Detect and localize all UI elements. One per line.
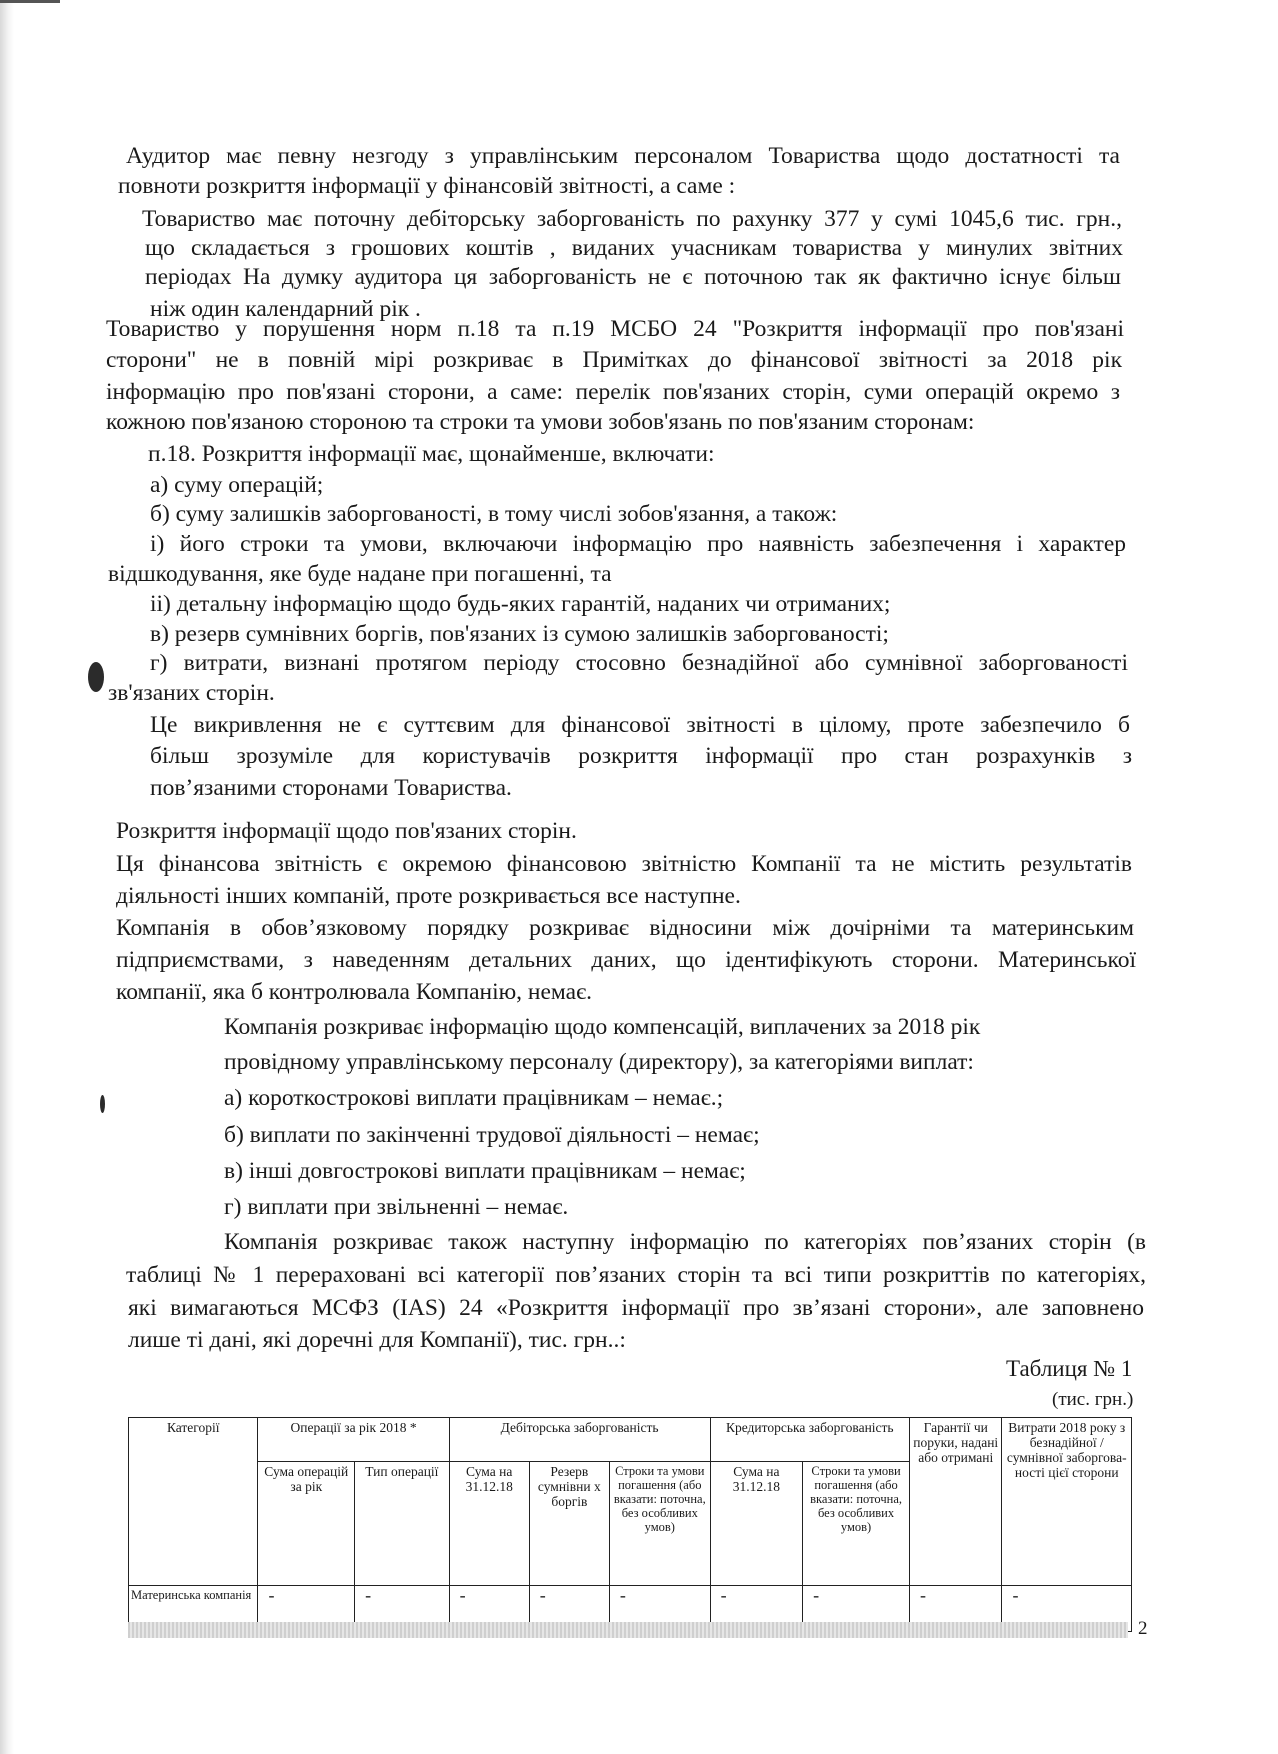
paragraph-line: повноти розкриття інформації у фінансовій звітності, а саме :	[118, 173, 736, 199]
subheader-rec-sum: Сума на 31.12.18	[449, 1462, 529, 1586]
paragraph-line: г) витрати, визнані протягом періоду стосовно безнадійної або сумнівної заборгованості	[150, 650, 1128, 676]
header-payables: Кредиторська заборгованість	[710, 1418, 909, 1462]
cell-value: -	[258, 1586, 355, 1632]
header-categories: Категорії	[129, 1418, 258, 1586]
paragraph-line: і) його строки та умови, включаючи інформацію про наявність забезпечення і характер	[150, 531, 1126, 557]
header-receivables: Дебіторська заборгованість	[449, 1418, 710, 1462]
header-expenses: Витрати 2018 року з безнадійної / сумнівної заборгова-ності цієї сторони	[1002, 1418, 1132, 1586]
paragraph-line: лише ті дані, які доречні для Компанії), тис. грн..:	[128, 1327, 626, 1353]
paragraph-line: сторони" не в повній мірі розкриває в Примітках до фінансової звітності за 2018 рік	[106, 347, 1122, 373]
paragraph-line: Товариство має поточну дебіторську заборгованість по рахунку 377 у сумі 1045,6 тис. грн.,	[142, 206, 1122, 232]
cell-value: -	[803, 1586, 910, 1632]
paragraph-line: інформацію про пов'язані сторони, а саме: перелік пов'язаних сторін, суми операцій окремо з	[106, 379, 1120, 405]
subheader-op-sum: Сума операцій за рік	[258, 1462, 355, 1586]
cell-value: -	[609, 1586, 710, 1632]
header-guarantees: Гарантії чи поруки, надані або отримані	[909, 1418, 1001, 1586]
paragraph-line: відшкодування, яке буде надане при погашенні, та	[108, 561, 612, 587]
cell-value: -	[1002, 1586, 1132, 1632]
page-number: 2	[1138, 1618, 1148, 1639]
scan-mark	[0, 0, 60, 17]
punch-hole-1	[88, 662, 104, 692]
paragraph-line: ніж один календарний рік .	[150, 296, 421, 322]
paragraph-line: які вимагаються МСФЗ (IAS) 24 «Розкриття інформації про зв’язані сторони», але заповнено	[128, 1295, 1144, 1321]
subheader-op-type: Тип операції	[355, 1462, 450, 1586]
scan-footer-bar	[128, 1622, 1128, 1638]
paragraph-line: Товариство у порушення норм п.18 та п.19 МСБО 24 "Розкриття інформації про пов'язані	[106, 316, 1124, 342]
paragraph-line: в) інші довгострокові виплати працівникам – немає;	[224, 1158, 746, 1184]
paragraph-line: діяльності інших компаній, проте розкривається все наступне.	[116, 883, 741, 909]
paragraph-line: провідному управлінському персоналу (директору), за категоріями виплат:	[224, 1049, 974, 1075]
related-parties-table	[128, 1417, 1132, 1632]
paragraph-line: компанії, яка б контролювала Компанію, немає.	[116, 979, 593, 1005]
row-label: Материнська компанія	[129, 1586, 258, 1632]
cell-value: -	[355, 1586, 450, 1632]
scan-edge	[0, 0, 14, 1754]
cell-value: -	[529, 1586, 609, 1632]
paragraph-line: Аудитор має певну незгоду з управлінським персоналом Товариства щодо достатності та	[126, 143, 1120, 169]
section-heading: Розкриття інформації щодо пов'язаних сторін.	[116, 818, 577, 844]
paragraph-line: б) суму залишків заборгованості, в тому числі зобов'язання, а також:	[150, 501, 838, 527]
paragraph-line: зв'язаних сторін.	[108, 680, 275, 706]
paragraph-line: п.18. Розкриття інформації має, щонайменше, включати:	[148, 441, 715, 467]
cell-value: -	[449, 1586, 529, 1632]
table-caption: Таблиця № 1	[1006, 1356, 1133, 1381]
paragraph-line: г) виплати при звільненні – немає.	[224, 1194, 569, 1220]
table-unit: (тис. грн.)	[1052, 1389, 1134, 1410]
paragraph-line: іі) детальну інформацію щодо будь-яких гарантій, наданих чи отриманих;	[150, 591, 891, 617]
cell-value: -	[909, 1586, 1001, 1632]
paragraph-line: Ця фінансова звітність є окремою фінансовою звітністю Компанії та не містить результатів	[116, 851, 1132, 877]
subheader-rec-reserve: Резерв сумнівни х боргів	[529, 1462, 609, 1586]
subheader-pay-terms: Строки та умови погашення (або вказати: поточна, без особливих умов)	[803, 1462, 910, 1586]
paragraph-line: Компанія розкриває інформацію щодо компенсацій, виплачених за 2018 рік	[224, 1014, 981, 1040]
paragraph-line: а) суму операцій;	[150, 472, 324, 498]
punch-hole-2	[100, 1095, 105, 1113]
paragraph-line: в) резерв сумнівних боргів, пов'язаних із сумою залишків заборгованості;	[150, 621, 889, 647]
subheader-rec-terms: Строки та умови погашення (або вказати: поточна, без особливих умов)	[609, 1462, 710, 1586]
paragraph-line: що складається з грошових коштів , виданих учасникам товариства у минулих звітних	[145, 235, 1123, 261]
paragraph-line: таблиці № 1 перераховані всі категорії пов’язаних сторін та всі типи розкриттів по категоріях,	[126, 1262, 1146, 1288]
header-operations: Операції за рік 2018 *	[258, 1418, 449, 1462]
paragraph-line: б) виплати по закінченні трудової діяльності – немає;	[224, 1122, 760, 1148]
paragraph-line: а) короткострокові виплати працівникам – немає.;	[224, 1085, 724, 1111]
paragraph-line: більш зрозуміле для користувачів розкриття інформації про стан розрахунків з	[150, 743, 1132, 769]
paragraph-line: кожною пов'язаною стороною та строки та умови зобов'язань по пов'язаним сторонам:	[106, 409, 975, 435]
paragraph-line: Це викривлення не є суттєвим для фінансової звітності в цілому, проте забезпечило б	[150, 712, 1130, 738]
paragraph-line: Компанія розкриває також наступну інформацію по категоріях пов’язаних сторін (в	[224, 1229, 1146, 1255]
subheader-pay-sum: Сума на 31.12.18	[710, 1462, 802, 1586]
paragraph-line: періодах На думку аудитора ця заборгованість не є поточною так як фактично існує більш	[145, 264, 1121, 290]
cell-value: -	[710, 1586, 802, 1632]
paragraph-line: Компанія в обов’язковому порядку розкриває відносини між дочірніми та материнським	[116, 915, 1134, 941]
paragraph-line: підприємствами, з наведенням детальних даних, що ідентифікують сторони. Материнської	[116, 947, 1136, 973]
paragraph-line: пов’язаними сторонами Товариства.	[150, 775, 512, 801]
